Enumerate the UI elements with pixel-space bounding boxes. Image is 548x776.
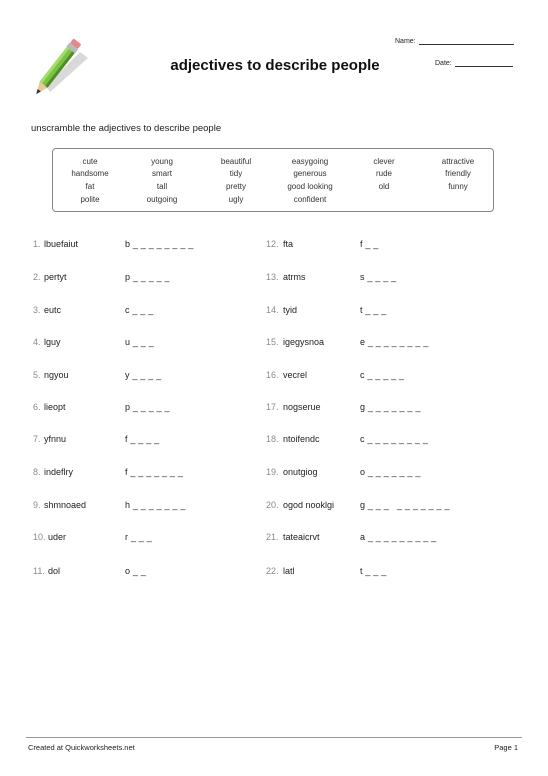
scrambled-word: lguy [44, 337, 61, 347]
bank-word: young [151, 157, 173, 166]
name-line [419, 44, 514, 45]
answer-blanks[interactable]: c _ _ _ _ _ _ _ _ [360, 434, 428, 444]
date-label: Date: [435, 60, 452, 67]
answer-blanks[interactable]: o _ _ [125, 566, 147, 576]
scrambled-word: vecrel [283, 370, 308, 380]
scrambled-word: indeflry [44, 467, 74, 477]
scrambled-word: ntoifendc [283, 434, 320, 444]
answer-blanks[interactable]: t _ _ _ [360, 566, 387, 576]
bank-word: friendly [445, 169, 471, 178]
answer-blanks[interactable]: g _ _ _ _ _ _ _ [360, 402, 421, 412]
question-number: 17. [266, 402, 279, 412]
answer-blanks[interactable]: f _ _ _ _ _ _ _ [125, 467, 184, 477]
question-number: 10. [33, 532, 46, 542]
pencil-icon [28, 30, 90, 100]
bank-word: good looking [287, 182, 333, 191]
question-number: 7. [33, 434, 41, 444]
scrambled-word: uder [48, 532, 67, 542]
question-number: 13. [266, 272, 279, 282]
answer-blanks[interactable]: u _ _ _ [125, 337, 154, 347]
scrambled-word: pertyt [44, 272, 67, 282]
question-number: 11. [33, 566, 45, 576]
answer-blanks[interactable]: f _ _ [360, 239, 379, 249]
answer-blanks[interactable]: y _ _ _ _ [125, 370, 162, 380]
question-number: 22. [266, 566, 279, 576]
date-line [455, 66, 513, 67]
scrambled-word: latl [283, 566, 295, 576]
bank-word: funny [448, 182, 468, 191]
answer-blanks[interactable]: g _ _ _ _ _ _ _ _ _ _ [360, 500, 450, 510]
answer-blanks[interactable]: a _ _ _ _ _ _ _ _ _ [360, 532, 437, 542]
scrambled-word: lieopt [44, 402, 66, 412]
scrambled-word: eutc [44, 305, 62, 315]
name-label: Name: [395, 38, 416, 45]
scrambled-word: yfnnu [44, 434, 67, 444]
answer-blanks[interactable]: e _ _ _ _ _ _ _ _ [360, 337, 429, 347]
bank-word: attractive [441, 157, 475, 166]
bank-word: ugly [228, 195, 244, 204]
bank-word: generous [293, 169, 327, 178]
bank-word: tall [156, 182, 168, 191]
question-number: 6. [33, 402, 41, 412]
name-field[interactable] [395, 38, 514, 45]
footer-divider [26, 737, 522, 738]
scrambled-word: nogserue [283, 402, 321, 412]
scrambled-word: igegysnoa [283, 337, 325, 347]
answer-blanks[interactable]: b _ _ _ _ _ _ _ _ [125, 239, 194, 249]
word-bank [52, 148, 494, 212]
bank-word: clever [373, 157, 395, 166]
bank-word: pretty [225, 182, 246, 191]
page-number: Page 1 [494, 743, 518, 752]
bank-word: cute [82, 157, 98, 166]
answer-blanks[interactable]: t _ _ _ [360, 305, 387, 315]
scrambled-word: lbuefaiut [44, 239, 79, 249]
answer-blanks[interactable]: p _ _ _ _ _ [125, 402, 170, 412]
bank-word: smart [152, 169, 172, 178]
bank-word: confident [293, 195, 327, 204]
answer-blanks[interactable]: s _ _ _ _ [360, 272, 397, 282]
question-number: 3. [33, 305, 41, 315]
answer-blanks[interactable]: c _ _ _ _ _ [360, 370, 405, 380]
footer-credit: Created at Quickworksheets.net [28, 743, 135, 752]
scrambled-word: shmnoaed [44, 500, 87, 510]
bank-word: rude [375, 169, 392, 178]
question-number: 15. [266, 337, 279, 347]
bank-word: handsome [71, 169, 109, 178]
scrambled-word: onutgiog [283, 467, 318, 477]
bank-word: fat [85, 182, 95, 191]
date-field[interactable] [435, 60, 513, 67]
answer-blanks[interactable]: r _ _ _ [125, 532, 152, 542]
question-number: 2. [33, 272, 41, 282]
question-number: 18. [266, 434, 279, 444]
bank-word: polite [80, 195, 100, 204]
answer-blanks[interactable]: c _ _ _ [125, 305, 154, 315]
question-number: 5. [33, 370, 41, 380]
answer-blanks[interactable]: p _ _ _ _ _ [125, 272, 170, 282]
scrambled-word: fta [283, 239, 294, 249]
question-number: 12. [266, 239, 279, 249]
question-number: 4. [33, 337, 41, 347]
scrambled-word: tateaicrvt [283, 532, 320, 542]
scrambled-word: tyid [283, 305, 298, 315]
bank-word: easygoing [291, 157, 329, 166]
question-number: 19. [266, 467, 279, 477]
answer-blanks[interactable]: h _ _ _ _ _ _ _ [125, 500, 186, 510]
bank-word: tidy [229, 169, 243, 178]
instructions: unscramble the adjectives to describe people [31, 123, 222, 134]
answer-blanks[interactable]: o _ _ _ _ _ _ _ [360, 467, 421, 477]
bank-word: beautiful [220, 157, 252, 166]
question-number: 21. [266, 532, 279, 542]
answer-blanks[interactable]: f _ _ _ _ [125, 434, 160, 444]
bank-word: old [378, 182, 390, 191]
worksheet-title: adjectives to describe people [170, 57, 380, 74]
scrambled-word: dol [48, 566, 61, 576]
question-number: 14. [266, 305, 279, 315]
question-number: 16. [266, 370, 279, 380]
scrambled-word: ngyou [44, 370, 69, 380]
scrambled-word: ogod nooklgi [283, 500, 335, 510]
question-number: 9. [33, 500, 41, 510]
question-number: 8. [33, 467, 41, 477]
question-number: 1. [33, 239, 41, 249]
bank-word: outgoing [146, 195, 178, 204]
scrambled-word: atrms [283, 272, 306, 282]
question-number: 20. [266, 500, 279, 510]
